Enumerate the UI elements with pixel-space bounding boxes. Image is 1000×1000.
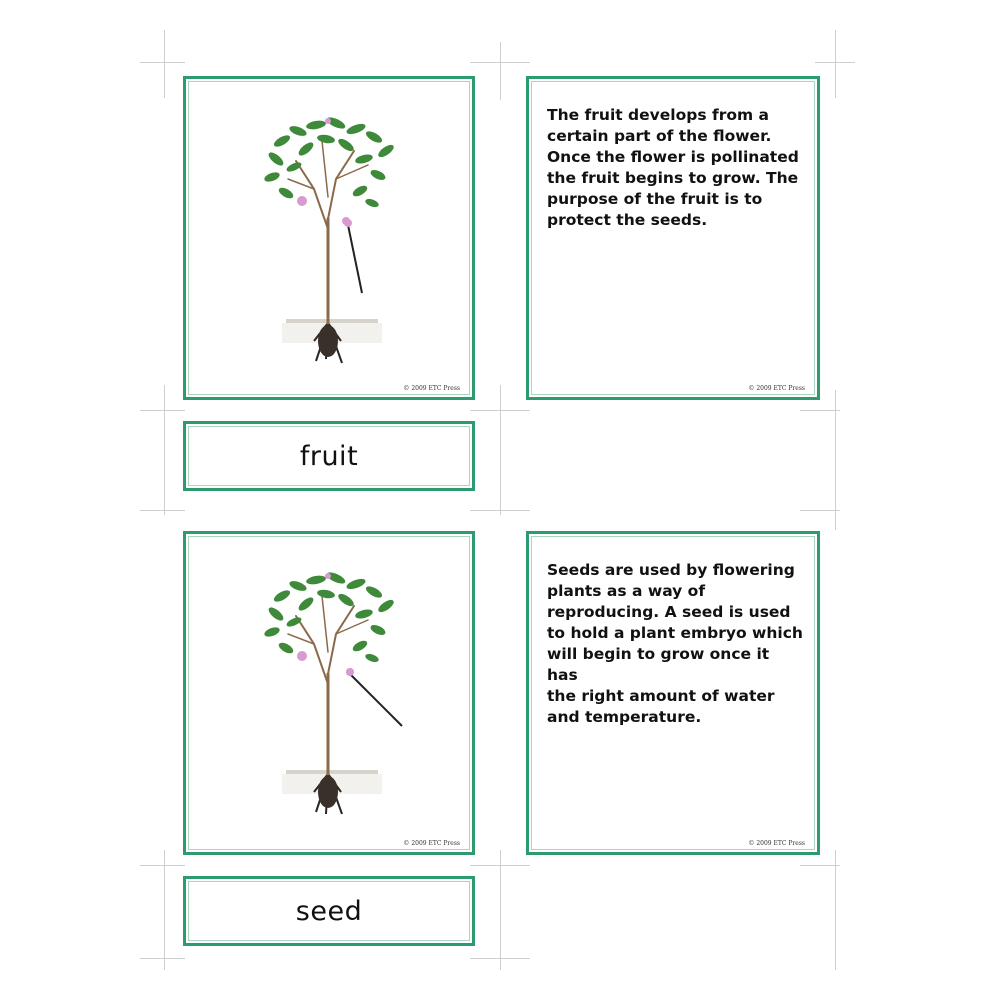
leaves [263, 570, 396, 664]
crop-mark [800, 510, 840, 511]
pointer [344, 219, 362, 293]
fruit-label-card [183, 421, 475, 491]
crop-mark [164, 30, 165, 98]
crop-mark [140, 510, 185, 511]
crop-mark [164, 850, 165, 970]
copyright: © 2009 ETC Press [403, 385, 460, 392]
seed-description-card [526, 531, 820, 855]
seed-picture-card [183, 531, 475, 855]
crop-mark [500, 385, 501, 515]
crop-mark [470, 510, 530, 511]
pointer [346, 668, 402, 726]
crop-mark [470, 958, 530, 959]
crop-mark [140, 410, 185, 411]
crop-mark [140, 62, 185, 63]
plant-illustration [186, 534, 472, 852]
crop-mark [164, 385, 165, 515]
crop-mark [500, 42, 501, 100]
seed-label-card [183, 876, 475, 946]
fruit-description: The fruit develops from a certain part of the flower. Once the flower is pollinated the fruit begins to grow. The purpose of the fruit is to protect the seeds. [547, 106, 799, 229]
crop-mark [500, 850, 501, 970]
crop-mark [800, 410, 840, 411]
fruit-picture-card [183, 76, 475, 400]
copyright: © 2009 ETC Press [748, 385, 805, 392]
fruit-label: fruit [299, 440, 359, 472]
crop-mark [835, 850, 836, 970]
seed-label: seed [295, 895, 363, 927]
copyright: © 2009 ETC Press [748, 840, 805, 847]
crop-mark [140, 958, 185, 959]
stem [288, 596, 368, 774]
plant-illustration [186, 79, 472, 397]
fruit-description-card [526, 76, 820, 400]
leaves [263, 115, 396, 209]
copyright: © 2009 ETC Press [403, 840, 460, 847]
crop-mark [800, 865, 840, 866]
seed-description: Seeds are used by flowering plants as a way of reproducing. A seed is used to hold a plant embryo which will begin to grow once it has the right amount of water and temperature. [547, 561, 803, 726]
stem [288, 141, 368, 323]
crop-mark [835, 390, 836, 530]
crop-mark [835, 30, 836, 98]
crop-mark [140, 865, 185, 866]
